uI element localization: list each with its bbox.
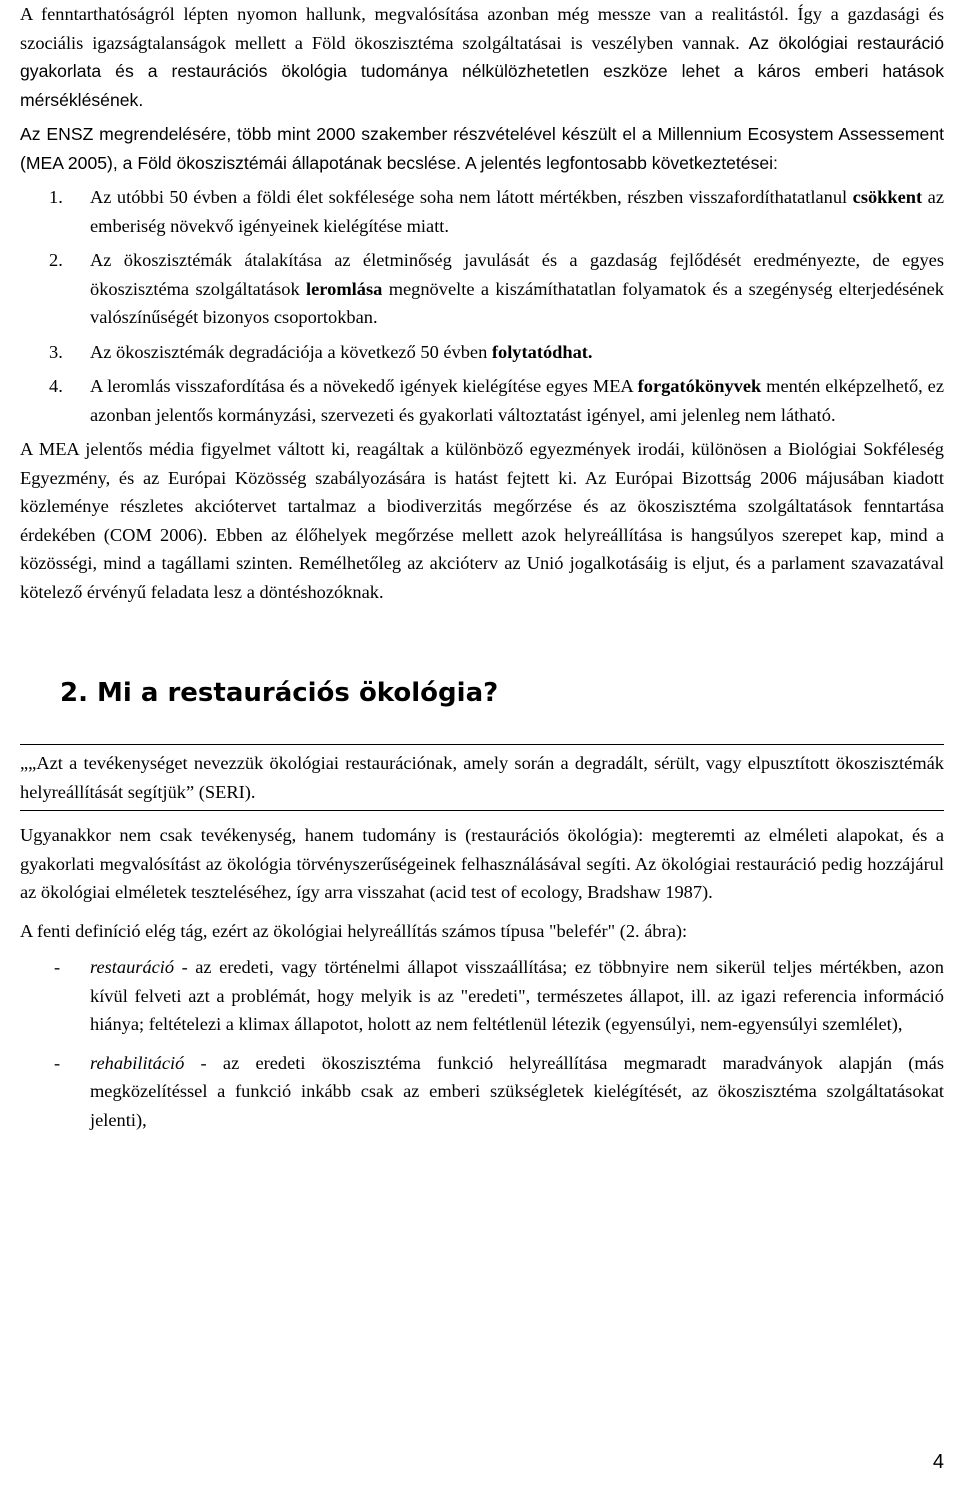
type-text: - az eredeti ökoszisztéma funkció helyreállítása megmaradt maradványok alapján (más megközelítéssel a funkció inkább csak az emberi szükségletek kielégítését, az ökoszisztéma szolgáltatásokat jelenti), bbox=[90, 1052, 944, 1130]
finding-bold: forgatókönyvek bbox=[637, 376, 762, 396]
types-intro: A fenti definíció elég tág, ezért az ökológiai helyreállítás számos típusa "belefér" (2. ábra): bbox=[20, 920, 688, 941]
finding-number: 4. bbox=[49, 376, 63, 396]
finding-bold: leromlása bbox=[306, 278, 383, 299]
intro-text: A fenntarthatóságról lépten nyomon hallunk, megvalósítása azonban még messze van a realitástól. Így a gazdasági és szociális igazságtalanságok mellett a Föld ökoszisztéma szolgáltatásai is veszélyben vannak. bbox=[20, 4, 944, 53]
finding-number: 2. bbox=[49, 250, 63, 270]
document-page bbox=[20, 0, 944, 1144]
type-text: - az eredeti, vagy történelmi állapot visszaállítása; ez többnyire nem sikerül teljes mértékben, azon kívül felveti azt a problémát, hogy melyik is az "eredeti", természetes állapot, ill. az igazi referencia információ hiánya; feltételezi a klimax állapotot, holott az nem feltétlenül létezik (egyensúlyi, nem-egyensúlyi szemlélet), bbox=[90, 957, 944, 1034]
type-term: restauráció bbox=[90, 957, 175, 977]
type-item bbox=[20, 953, 944, 1039]
science-paragraph: Ugyanakkor nem csak tevékenység, hanem tudomány is (restaurációs ökológia): megteremti az elméleti alapokat, és a gyakorlati megvalósítást az ökológia törvényszerűségeinek felhasználásával segíti. Az ökológiai restauráció pedig hozzájárul az ökológiai elméletek teszteléséhez, így arra visszahat (acid test of ecology, Bradshaw 1987). bbox=[20, 825, 944, 902]
finding-item bbox=[20, 246, 944, 332]
mea-paragraph: A MEA jelentős média figyelmet váltott ki, reagáltak a különböző egyezmények irodái, különösen a Biológiai Sokféleség Egyezmény, és az Európai Közösség szabályozására is hatást fejtett ki. Az Európai Bizottság 2006 májusában kiadott közleménye részletes akciótervet tartalmaz a biodiverzitás megőrzése és az ökoszisztéma szolgáltatások fenntartása érdekében (COM 2006). Ebben az élőhelyek megőrzése mellett azok helyreállítása is hangsúlyos szerepet kap, mind a közösségi, mind a tagállami szinten. Remélhetőleg az akcióterv az Unió jogalkotásáig is eljut, és a parlament szavazatával kötelező érvényű feladata lesz a döntéshozóknak. bbox=[20, 439, 944, 602]
types-list bbox=[20, 953, 944, 1134]
finding-text-end: mentén elképzelhető, ez azonban jelentős kormányzási, szervezeti és gyakorlati változtatást igényel, ami jelenleg nem látható. bbox=[90, 376, 944, 425]
finding-text: A leromlás visszafordítása és a növekedő igények kielégítése egyes MEA bbox=[90, 376, 638, 396]
finding-item bbox=[20, 183, 944, 240]
mea-intro-paragraph: Az ENSZ megrendelésére, több mint 2000 szakember részvételével készült el a Millennium Ecosystem Assessement (MEA 2005), a Föld ökoszisztémái állapotának becslése. A jelentés legfontosabb következtetései: bbox=[20, 124, 944, 173]
finding-bold: csökkent bbox=[852, 187, 923, 207]
type-term: rehabilitáció bbox=[90, 1052, 185, 1073]
list-dash: - bbox=[54, 957, 61, 977]
definition-quote: „„Azt a tevékenységet nevezzük ökológiai restaurációnak, amely során a degradált, sérült, vagy elpusztított ökoszisztémák helyreállítását segítjük” (SERI). bbox=[20, 753, 944, 802]
findings-list bbox=[20, 183, 944, 429]
finding-number: 3. bbox=[49, 341, 63, 362]
finding-item bbox=[20, 338, 944, 367]
finding-number: 1. bbox=[49, 187, 63, 207]
list-dash: - bbox=[54, 1052, 61, 1073]
intro-text-sans: Az ökológiai restauráció gyakorlata és a restaurációs ökológia tudománya nélkülözhetetlen eszköze lehet a káros emberi hatások mérséklésének. bbox=[20, 32, 944, 110]
finding-text-end: az emberiség növekvő igényeinek kielégítése miatt. bbox=[90, 187, 944, 236]
finding-text: Az ökoszisztémák degradációja a következő 50 évben bbox=[90, 341, 492, 362]
finding-bold: folytatódhat. bbox=[491, 341, 593, 362]
page-number: 4 bbox=[932, 1451, 944, 1473]
finding-text-end: megnövelte a kiszámíthatatlan folyamatok és a szegénység elterjedésének valószínűségét bizonyos csoportokban. bbox=[90, 278, 944, 327]
type-item bbox=[20, 1049, 944, 1135]
section-heading: 2. Mi a restaurációs ökológia? bbox=[60, 678, 499, 708]
finding-text: Az ökoszisztémák átalakítása az életminőség javulását és a gazdaság fejlődését eredményezte, de egyes ökoszisztéma szolgáltatások bbox=[90, 250, 944, 299]
intro-paragraph bbox=[20, 0, 944, 114]
finding-text: Az utóbbi 50 évben a földi élet sokfélesége soha nem látott mértékben, részben visszafordíthatatlanul bbox=[90, 187, 853, 207]
finding-item bbox=[20, 372, 944, 429]
definition-box bbox=[20, 744, 944, 811]
